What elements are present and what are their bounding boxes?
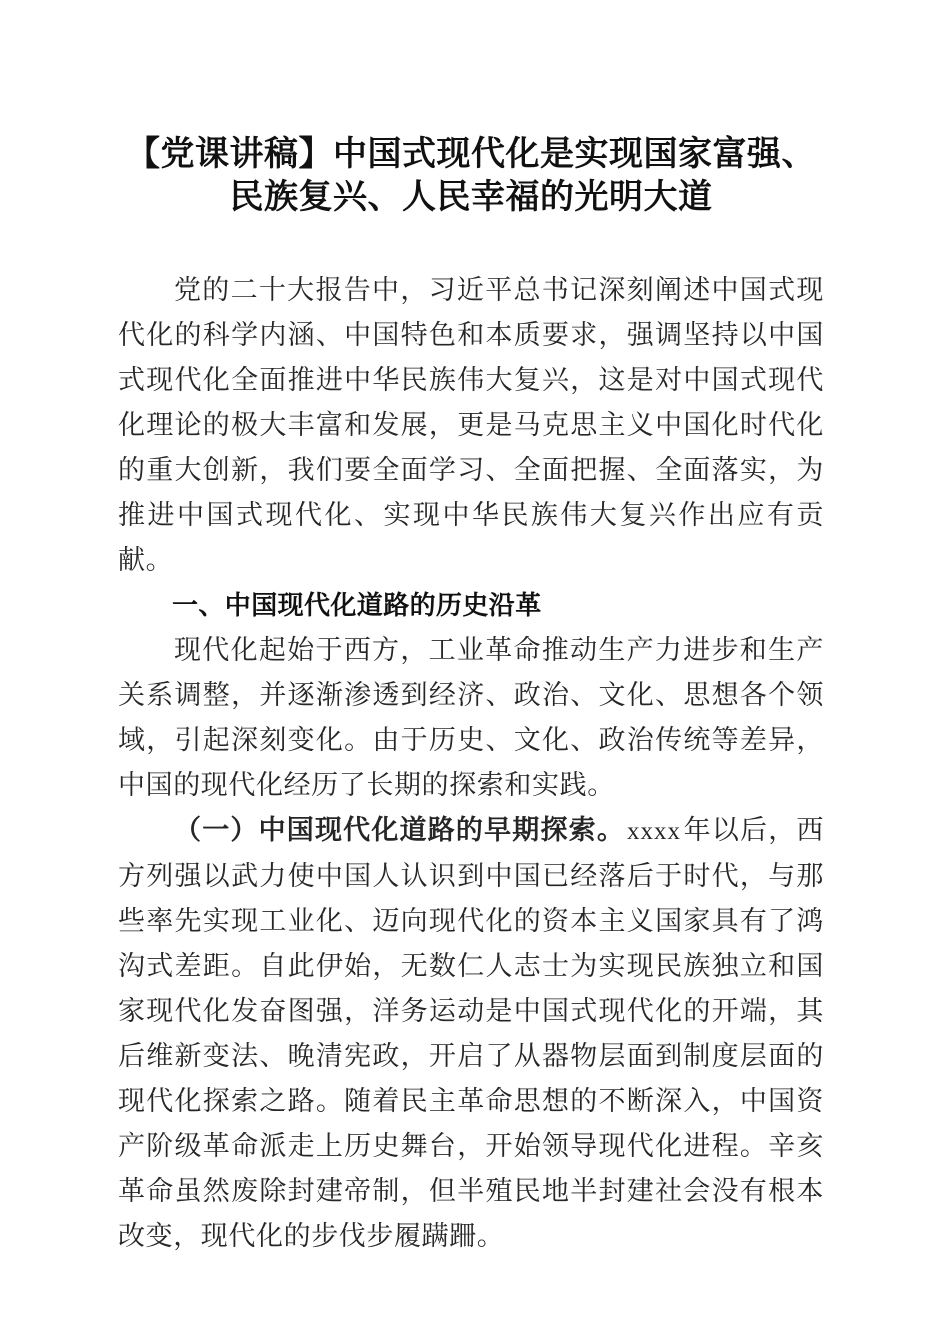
- paragraph-subsection-1: [118, 808, 824, 1259]
- section-heading-1: 一、中国现代化道路的历史沿革: [172, 590, 542, 620]
- paragraph-modernization-origin: 现代化起始于西方，工业革命推动生产力进步和生产关系调整，并逐渐渗透到经济、政治、文化、思想各个领域，引起深刻变化。由于历史、文化、政治传统等差异，中国的现代化经历了长期的探索和实践。: [118, 635, 824, 800]
- subsection-1-year: xxxx: [627, 818, 682, 845]
- subsection-1-text: 年以后，西方列强以武力使中国人认识到中国已经落后于时代，与那些率先实现工业化、迈向现代化的资本主义国家具有了鸿沟式差距。自此伊始，无数仁人志士为实现民族独立和国家现代化发奋图强，洋务运动是中国式现代化的开端，其后维新变法、晚清宪政，开启了从器物层面到制度层面的现代化探索之路。随着民主革命思想的不断深入，中国资产阶级革命派走上历史舞台，开始领导现代化进程。辛亥革命虽然废除封建帝制，但半殖民地半封建社会没有根本改变，现代化的步伐步履蹒跚。: [118, 815, 824, 1251]
- page-title-line-1: 【党课讲稿】中国式现代化是实现国家富强、: [126, 136, 816, 173]
- page-title: [126, 133, 816, 219]
- document-body: [118, 268, 824, 1259]
- paragraph-intro: 党的二十大报告中，习近平总书记深刻阐述中国式现代化的科学内涵、中国特色和本质要求，强调坚持以中国式现代化全面推进中华民族伟大复兴，这是对中国式现代化理论的极大丰富和发展，更是马克思主义中国化时代化的重大创新，我们要全面学习、全面把握、全面落实，为推进中国式现代化、实现中华民族伟大复兴作出应有贡献。: [118, 275, 824, 575]
- page-title-line-2: 民族复兴、人民幸福的光明大道: [229, 179, 713, 216]
- subsection-1-lead: （一）中国现代化道路的早期探索。: [174, 815, 626, 845]
